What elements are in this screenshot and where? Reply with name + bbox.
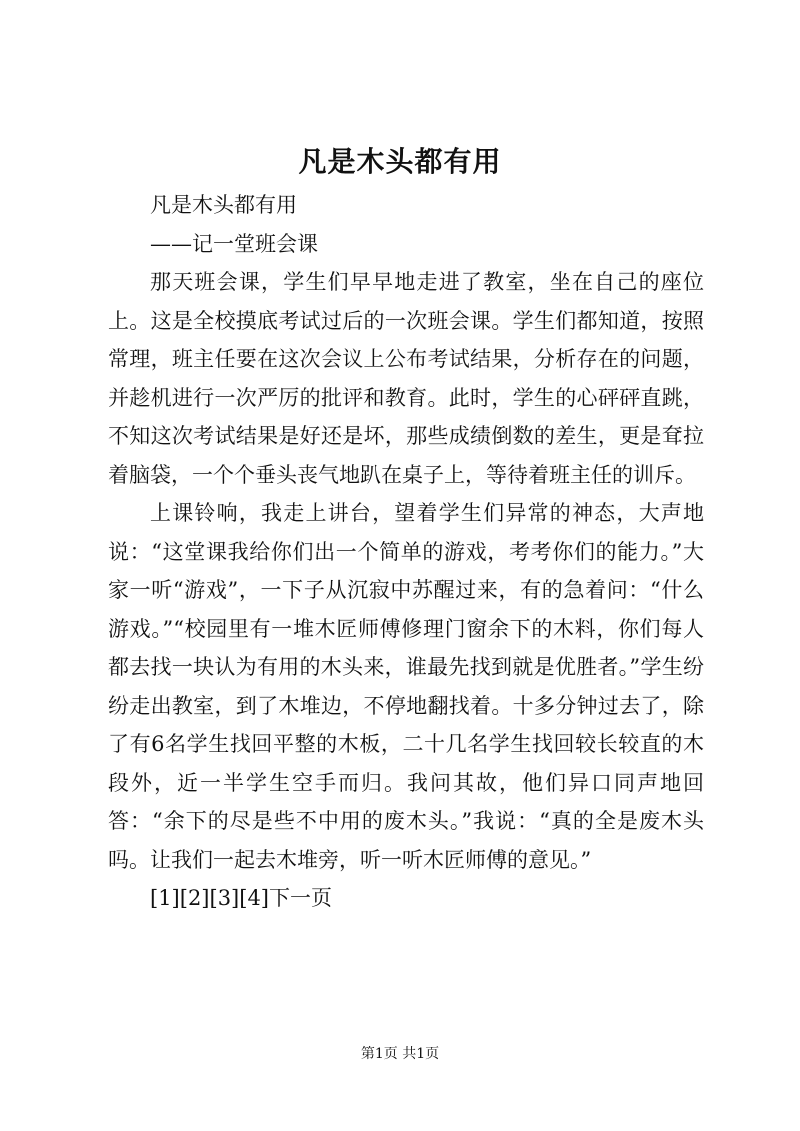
paragraph-2: 上课铃响，我走上讲台，望着学生们异常的神态，大声地说：“这堂课我给你们出一个简单的游戏，考考你们的能力。”大家一听“游戏”，一下子从沉寂中苏醒过来，有的急着问：“什么游戏。”“校园里有一堆木匠师傅修理门窗余下的木料，你们每人都去找一块认为有用的木头来，谁最先找到就是优胜者。”学生纷纷走出教室，到了木堆边，不停地翻找着。十多分钟过去了，除了有6名学生找回平整的木板，二十几名学生找回较长较直的木段外，近一半学生空手而归。我问其故，他们异口同声地回答：“余下的尽是些不中用的废木头。”我说：“真的全是废木头吗。让我们一起去木堆旁，听一听木匠师傅的意见。”: [108, 501, 704, 872]
page-link-4[interactable]: [4]: [239, 886, 269, 910]
page-link-2[interactable]: [2]: [179, 886, 210, 910]
document-body: [108, 186, 704, 918]
byline: ——记一堂班会课: [150, 231, 318, 256]
page-link-3[interactable]: [3]: [209, 886, 240, 910]
paragraph-1: 那天班会课，学生们早早地走进了教室，坐在自己的座位上。这是全校摸底考试过后的一次班会课。学生们都知道，按照常理，班主任要在这次会议上公布考试结果，分析存在的问题，并趁机进行一次严厉的批评和教育。此时，学生的心砰砰直跳，不知这次考试结果是好还是坏，那些成绩倒数的差生，更是耷拉着脑袋，一个个垂头丧气地趴在桌子上，等待着班主任的训斥。: [108, 270, 704, 487]
document-title: 凡是木头都有用: [298, 145, 502, 178]
page-link-1[interactable]: [1]: [150, 886, 180, 910]
next-page-link[interactable]: 下一页: [269, 886, 332, 910]
subtitle-line: 凡是木头都有用: [150, 193, 297, 217]
pagination: [108, 879, 704, 918]
page-footer: 第1页 共1页: [360, 1046, 440, 1062]
